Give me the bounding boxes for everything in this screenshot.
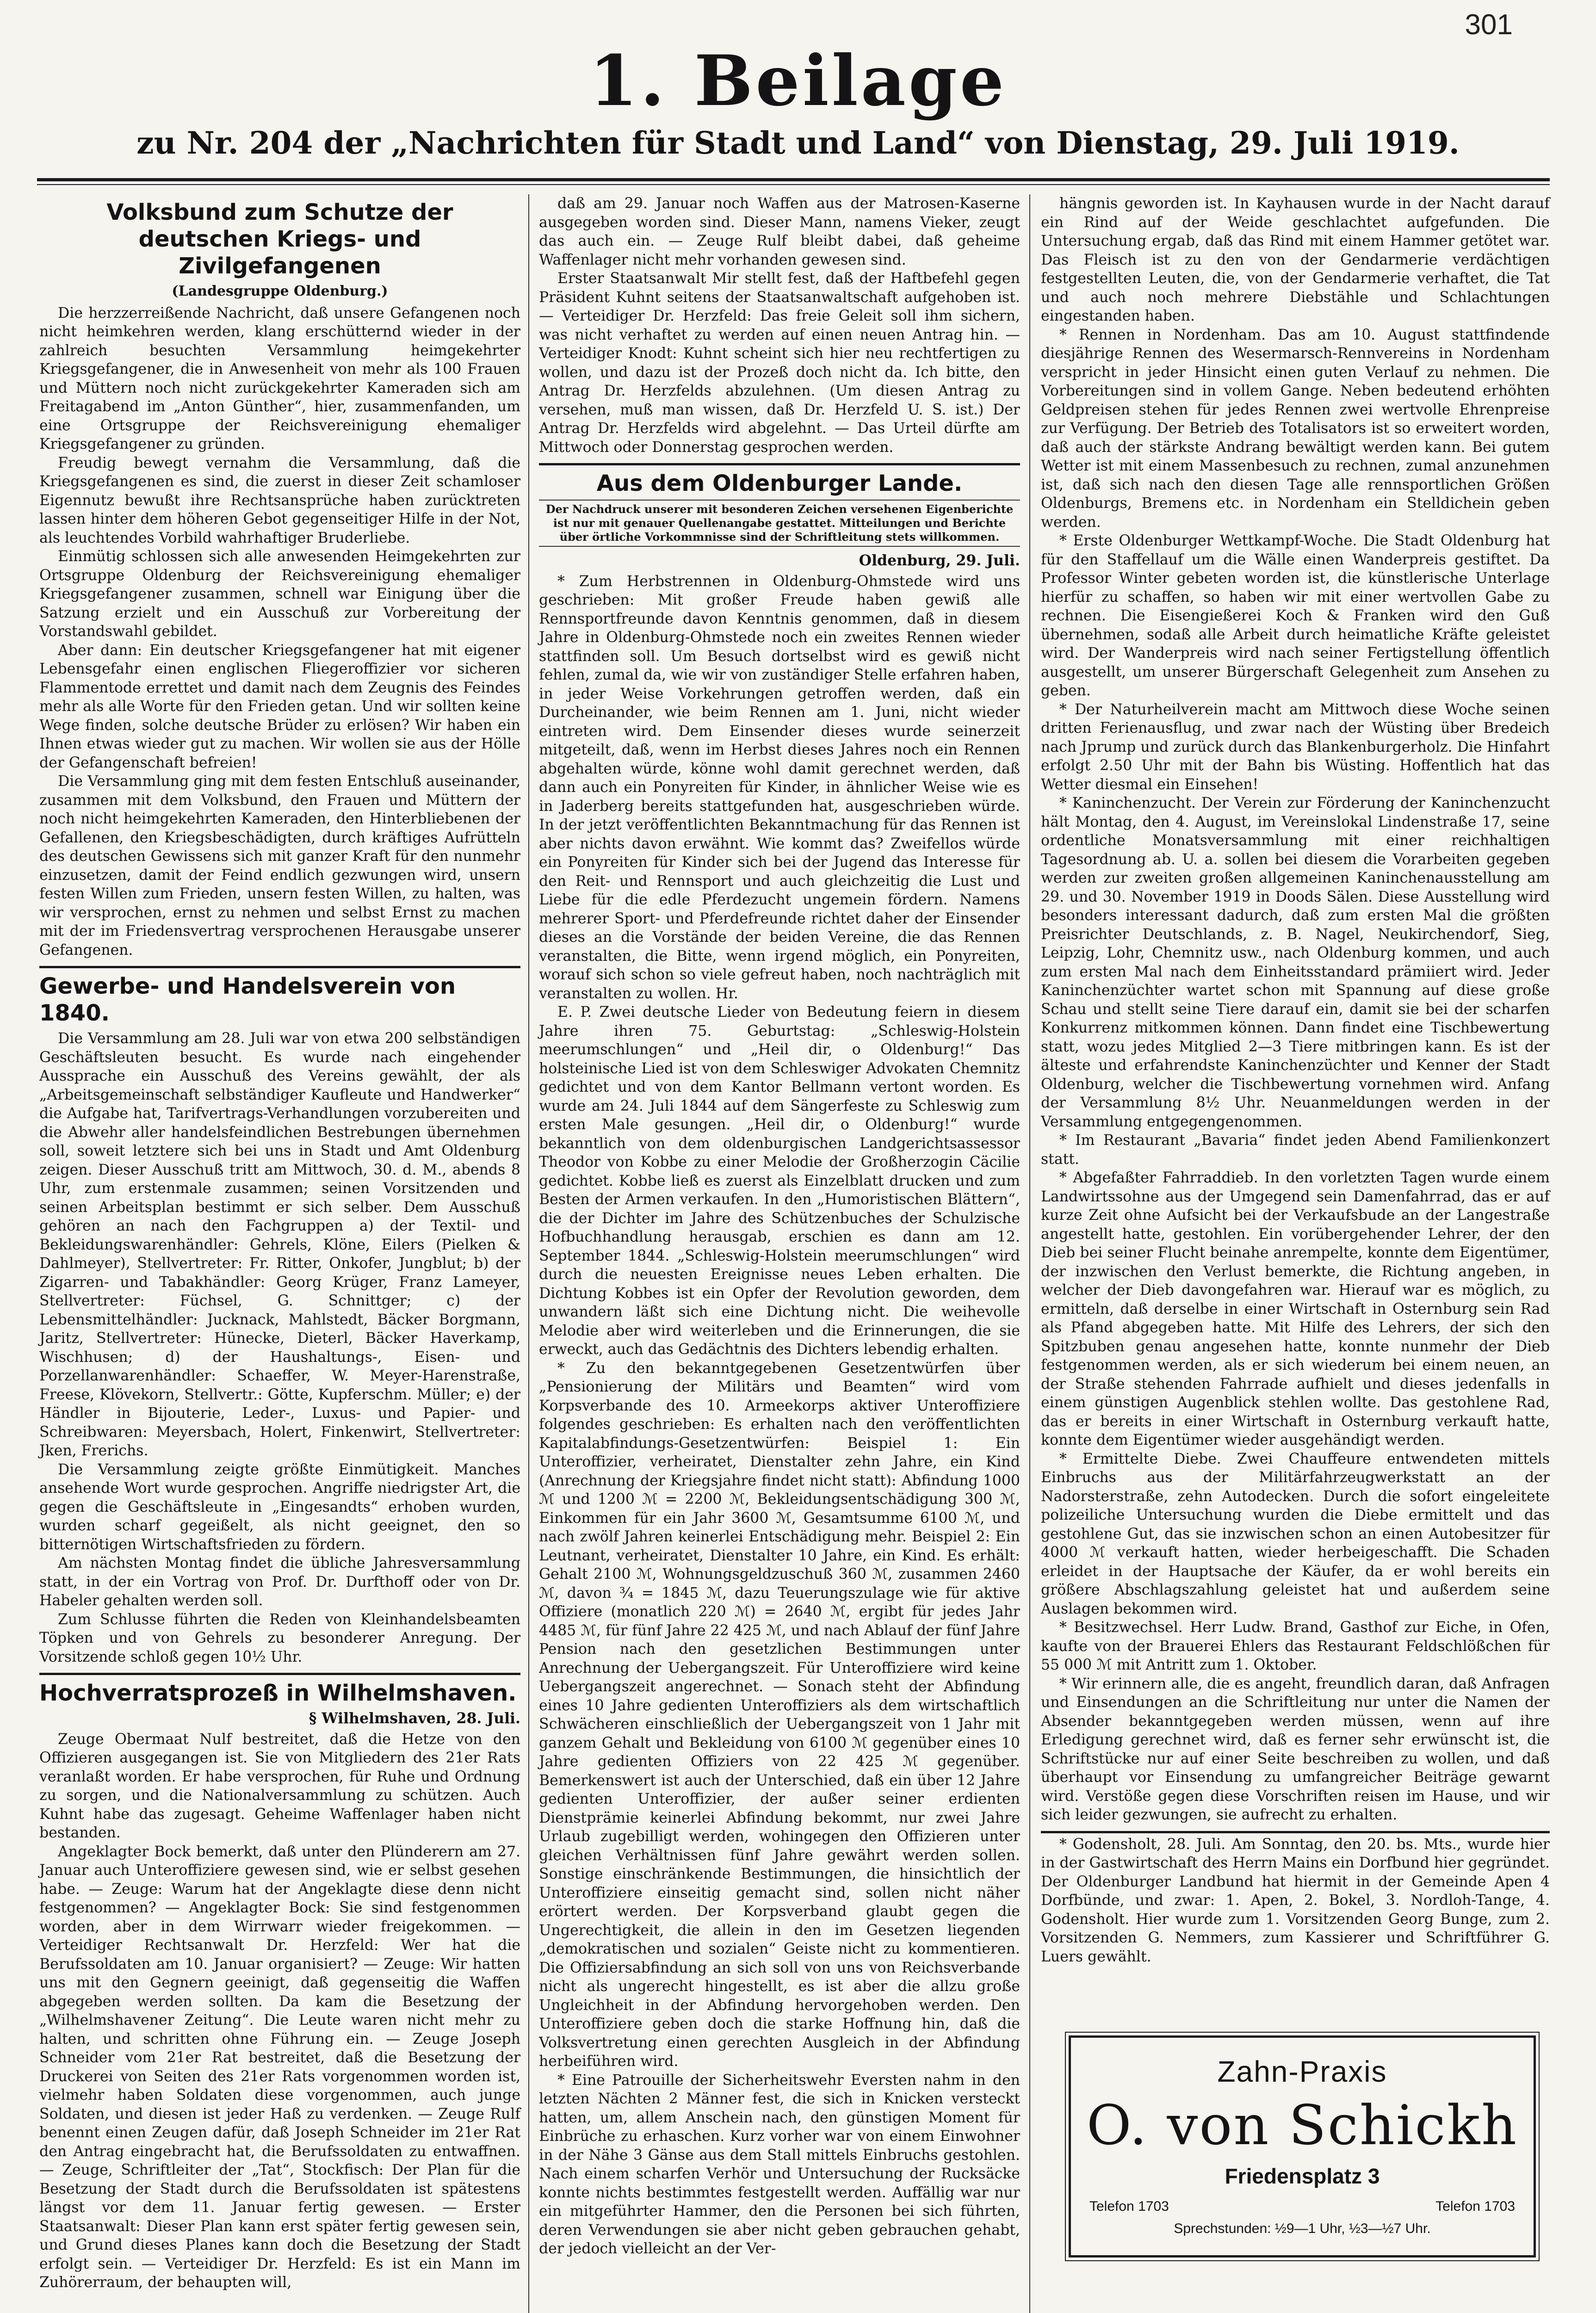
article-byline: (Landesgruppe Oldenburg.): [172, 283, 388, 299]
article-paragraph: Angeklagter Bock bemerkt, daß unter den Plünderern am 27. Januar auch Unteroffiziere gewesen sind, wie er selbst gesehen habe. — Zeuge: Warum hat der Angeklagte diese denn nicht festgenommen? — Angeklagter Bock: Sie sind festgenommen worden, aber in dem Wirrwarr wieder freigekommen. — Verteidiger Rechtsanwalt Dr. Herzfeld: Wer hat die Berufssoldaten am 10. Januar organisiert? — Zeuge: Wir hatten uns mit den Gegnern geeinigt, daß gegenseitig die Waffen abgegeben werden sollten. Da kam die Besetzung der „Wilhelmshavener Zeitung“. Die Leute waren nicht mehr zu halten, und schritten ohne Führung ein. — Zeuge Joseph Schneider vom 21er Rat bestreitet, daß die Besetzung der Druckerei von Seiten des 21er Rats vorgenommen worden ist, vielmehr haben Soldaten diese vorgenommen, auch junge Soldaten, und diesen ist jeder Haß zu verdenken. — Zeuge Rulf benennt einen Zeugen dafür, daß Joseph Schneider im 21er Rat den Antrag eingebracht hat, die Berufssoldaten zu entwaffnen. — Zeuge, Schriftleiter der „Tat“, Stockfisch: Der Plan für die Besetzung der Stadt durch die Berufssoldaten ist spätestens längst vor dem 11. Januar fertig gewesen. — Erster Staatsanwalt: Dieser Plan kann erst später fertig gewesen sein, und Grund dieses Planes kann doch die Besetzung der Stadt erfolgt sein. — Verteidiger Dr. Herzfeld: Es ist ein Mann im Zuhörerraum, der behaupten will,: [39, 1843, 520, 2291]
article-paragraph: Erster Staatsanwalt Mir stellt fest, daß der Haftbefehl gegen Präsident Kuhnt seitens der Staatsanwaltschaft aufgehoben ist. — Verteidiger Dr. Herzfeld: Das freie Geleit soll ihm sichern, was nicht verhaftet zu werden auf einen neuen Antrag hin. — Verteidiger Knodt: Kuhnt scheint sich hier neu rechtfertigen zu wollen, und dazu ist der Prozeß doch nicht da. Ich bitte, den Antrag Dr. Herzfelds abzulehnen. (Um diesen Antrag zu versehen, muß man wissen, daß Dr. Herzfeld U. S. ist.) Der Antrag Dr. Herzfelds wird abgelehnt. — Das Urteil dürfte am Mittwoch oder Donnerstag gesprochen werden.: [539, 270, 1020, 456]
article-paragraph: Die Versammlung zeigte größte Einmütigkeit. Manches ansehende Wort wurde gesprochen. Angriffe niedrigster Art, die gegen die Geschäftsleute in „Eingesandts“ erhoben wurden, wurden scharf gegeißelt, als nicht geeignet, den so bitternötigen Wirtschaftsfrieden zu fördern.: [39, 1461, 520, 1553]
ad-phone: Telefon 1703: [1435, 2199, 1515, 2214]
article-paragraph: hängnis geworden ist. In Kayhausen wurde in der Nacht darauf ein Rind auf der Weide geschlachtet aufgefunden. Die Untersuchung ergab, daß das Rind mit einem Hammer getötet war. Das Fleisch ist zu den von der Gendarmerie verdächtigen festgestellten Leuten, die, von der Gendarmerie verhaftet, die Tat und auch noch mehrere Diebstähle und Schlachtungen eingestanden haben.: [1041, 195, 1550, 324]
article-paragraph: * Kaninchenzucht. Der Verein zur Förderung der Kaninchenzucht hält Montag, den 4. August, im Vereinslokal Lindenstraße 17, seine ordentliche Monatsversammlung mit einer reichhaltigen Tagesordnung ab. U. a. sollen bei diesem die Vorarbeiten gegeben werden zur zweiten großen allgemeinen Kaninchenausstellung am 29. und 30. November 1919 in Doods Sälen. Diese Ausstellung wird besonders interessant dadurch, daß zum ersten Mal die größten Preisrichter Deutschlands, z. B. Nagel, Neukirchendorf, Sieg, Leipzig, Lohr, Chemnitz usw., nach Oldenburg kommen, und auch zum ersten Mal nach dem Einheitsstandard prämiiert wird. Jeder Kaninchenzüchter wartet schon mit Spannung auf diese große Schau und stellt seine Tiere darauf ein, damit sie bei der scharfen Konkurrenz mitkommen können. Dann findet eine Tischbewertung statt, wozu jedes Mitglied 2—3 Tiere mitbringen kann. Es ist der älteste und erfahrendste Kaninchenzüchter und Kenner der Stadt Oldenburg, welcher die Tischbewertung vornehmen wird. Anfang der Versammlung 8½ Uhr. Neuanmeldungen werden in der Versammlung entgegengenommen.: [1041, 795, 1550, 1130]
article-paragraph: * Zum Herbstrennen in Oldenburg-Ohmstede wird uns geschrieben: Mit großer Freude haben gewiß alle Rennsportfreunde davon Kenntnis genommen, daß in diesem Jahre in Oldenburg-Ohmstede noch ein zweites Rennen wieder stattfinden soll. Um Besuch dortselbst wird es gewiß nicht fehlen, zumal da, wie wir von zuständiger Stelle erfahren haben, in jeder Weise Vorkehrungen getroffen werden, daß ein Durcheinander, wie beim Rennen am 1. Juni, nicht wieder eintreten wird. Dem Einsender dieses wurde seinerzeit mitgeteilt, daß, wenn im Herbst dieses Jahres noch ein Rennen abgehalten würde, könne wohl damit gerechnet werden, daß dann auch ein Ponyreiten für Kinder, in ähnlicher Weise wie es in Jaderberg bereits stattgefunden hat, ausgeschrieben würde. In der jetzt veröffentlichten Bekanntmachung für das Rennen ist aber nichts davon erwähnt. Wie kommt das? Zweifellos würde ein Ponyreiten für Kinder sich bei der Jugend das Interesse für den Reit- und Rennsport und auch gleichzeitig die Lust und Liebe für die edle Pferdezucht ungemein fördern. Namens mehrerer Sport- und Pferdefreunde richtet daher der Einsender dieses an die Vorstände der beiden Vereine, die das Rennen veranstalten, die Bitte, wenn irgend möglich, ein Ponyreiten, worauf sich schon so viele gefreut haben, noch nachträglich mit veranstalten zu wollen. Hr.: [539, 573, 1020, 1002]
article-paragraph: E. P. Zwei deutsche Lieder von Bedeutung feiern in diesem Jahre ihren 75. Geburtstag: „Schleswig-Holstein meerumschlungen“ und „Heil dir, o Oldenburg!“ Das holsteinische Lied ist von dem Schleswiger Advokaten Chemnitz gedichtet und von dem Kantor Bellmann vertont worden. Es wurde am 24. Juli 1844 auf dem Sängerfeste zu Schleswig zum ersten Male gesungen. „Heil dir, o Oldenburg!“ wurde bekanntlich von dem oldenburgischen Landgerichtsassessor Theodor von Kobbe zu einer Melodie der Großherzogin Cäcilie gedichtet. Kobbe ließ es zuerst als Einzelblatt drucken und zum Besten der Armen verkaufen. In den „Humoristischen Blättern“, die der Dichter im Jahre des Schützenbuches der Schulzische Hofbuchhandlung herausgab, erschien es dann am 12. September 1844. „Schleswig-Holstein meerumschlungen“ wird durch die neuesten Ereignisse neues Leben erhalten. Die Dichtung Kobbes ist ein Opfer der Revolution geworden, dem unwandern läßt sich eine Dichtung nicht. Die weihevolle Melodie aber wird weiterleben und die Erinnerungen, die sie erweckt, auch das Gedächtnis des Dichters lebendig erhalten.: [539, 1004, 1020, 1358]
section-rule: [39, 1673, 520, 1675]
page-number: 301: [1465, 9, 1513, 41]
reprint-notice: Der Nachdruck unserer mit besonderen Zeichen versehenen Eigenberichte ist nur mit genauer Quellenangabe gestattet. Mitteilungen und Berichte über örtliche Vorkommnisse sind der Schriftleitung stets willkommen.: [539, 500, 1020, 547]
article-paragraph: * Godensholt, 28. Juli. Am Sonntag, den 20. bs. Mts., wurde hier in der Gastwirtschaft des Herrn Mains ein Dorfbund hier gegründet. Der Oldenburger Landbund hat hiermit in der Gemeinde Apen 4 Dorfbünde, und zwar: 1. Apen, 2. Bokel, 3. Nordloh-Tange, 4. Godensholt. Hier wurde zum 1. Vorsitzenden Georg Bunge, zum 2. Vorsitzenden G. Nemmers, zum Kassierer und Schriftführer G. Luers gewählt.: [1041, 1836, 1550, 1965]
article-paragraph: Einmütig schlossen sich alle anwesenden Heimgekehrten zur Ortsgruppe Oldenburg der Reichsvereinigung ehemaliger Kriegsgefangener zusammen, schnell war Einigung über die Satzung erzielt und ein Ausschuß zur Vorbereitung der Vorstandswahl gebildet.: [39, 548, 520, 640]
supplement-subtitle: zu Nr. 204 der „Nachrichten für Stadt und Land“ von Dienstag, 29. Juli 1919.: [136, 125, 1460, 161]
article-dateline: Oldenburg, 29. Juli.: [859, 552, 1020, 569]
article-paragraph: Die herzzerreißende Nachricht, daß unsere Gefangenen noch nicht heimkehren werden, klang erschütternd wieder in der zahlreich besuchten Versammlung heimgekehrter Kriegsgefangener, die in Anwesenheit von mehr als 100 Frauen und Müttern noch nicht zurückgekehrter Kameraden sich am Freitagabend im „Anton Günther“, hier, zusammenfanden, um eine Ortsgruppe der Reichsvereinigung ehemaliger Kriegsgefangener zu gründen.: [39, 304, 520, 452]
ad-phone: Telefon 1703: [1089, 2199, 1169, 2214]
article-paragraph: * Eine Patrouille der Sicherheitswehr Eversten nahm in den letzten Nächten 2 Männer fest, die sich in Knicken versteckt hatten, um, allem Anschein nach, den günstigen Moment für Einbrüche zu erhaschen. Kurz vorher war von einem Einwohner in der Nähe 3 Gänse aus dem Stall mittels Einbruchs gestohlen. Nach einem scharfen Verhör und Untersuchung der Rucksäcke konnte nichts bestimmtes festgestellt werden. Auffällig war nur ein mitgeführter Hammer, den die Personen bei sich führten, deren Verwendungen sie aber nicht geben gebrauchen gehabt, der jedoch vielleicht an der Ver-: [539, 2072, 1020, 2257]
column-3: [1041, 194, 1550, 1966]
ad-hours: Sprechstunden: ½9—1 Uhr, ½3—½7 Uhr.: [1174, 2221, 1431, 2236]
section-rule: [1041, 1831, 1550, 1833]
section-rule: [39, 966, 520, 968]
article-paragraph: * Erste Oldenburger Wettkampf-Woche. Die Stadt Oldenburg hat für den Staffellauf um die Wälle einen Wanderpreis gestiftet. Da Professor Winter gebeten worden ist, die künstlerische Unterlage hierfür zu schaffen, so haben wir mit einer wertvollen Gabe zu rechnen. Die Eisengießerei Koch & Franken wird den Guß übernehmen, sodaß alle Arbeit durch heimatliche Kräfte geleistet wird. Der Wanderpreis wird nach seiner Fertigstellung öffentlich ausgestellt, um unserer Bürgerschaft Gelegenheit zum Ansehen zu geben.: [1041, 532, 1550, 699]
article-paragraph: Aber dann: Ein deutscher Kriegsgefangener hat mit eigener Lebensgefahr einen englischen Fliegeroffizier vor sicheren Flammentode errettet und damit nach dem Zeugnis des Feindes mehr als alle Worte für den Frieden getan. Und wir sollten keine Wege finden, solche deutsche Brüder zu erlösen? Wir haben ein Ihnen etwas wieder gut zu machen. Wir wollen sie aus der Hölle der Gefangenschaft befreien!: [39, 642, 520, 771]
ad-address: Friedensplatz 3: [1225, 2164, 1380, 2188]
column-divider: [528, 194, 529, 2313]
article-paragraph: Freudig bewegt vernahm die Versammlung, daß die Kriegsgefangenen es sind, die zuerst in dieser Zeit schamloser Eigennutz bewußt ihre Rechtsansprüche haben zurücktreten lassen hinter dem höheren Gebot gegenseitiger Hilfe in der Not, als leuchtendes Vorbild wahrhaftiger Bruderliebe.: [39, 454, 520, 546]
column-1: [39, 194, 520, 2292]
article-paragraph: Am nächsten Montag findet die übliche Jahresversammlung statt, in der ein Vortrag von Prof. Dr. Durfthoff oder von Dr. Habeler gehalten werden soll.: [39, 1555, 520, 1609]
article-paragraph: Zum Schlusse führten die Reden von Kleinhandelsbeamten Töpken und von Gehrels zu besonderer Anregung. Der Vorsitzende schloß gegen 10½ Uhr.: [39, 1611, 520, 1665]
article-paragraph: * Rennen in Nordenham. Das am 10. August stattfindende diesjährige Rennen des Wesermarsch-Rennvereins in Nordenham verspricht in jeder Hinsicht einen guten Verlauf zu nehmen. Die Vorbereitungen sind in vollem Gange. Neben bedeutend erhöhten Geldpreisen stehen für jedes Rennen zwei wertvolle Ehrenpreise zur Verfügung. Der Betrieb des Totalisators ist so erweitert worden, daß auch der stärkste Andrang bewältigt werden kann. Bei gutem Wetter ist mit einem Massenbesuch zu rechnen, zumal anzunehmen ist, daß sich nach den diesen Tage alle rennsportlichen Größen Oldenburgs, Bremens etc. in Nordenham ein Stelldichein geben werden.: [1041, 326, 1550, 531]
article-heading-volksbund: Volksbund zum Schutze der deutschen Kriegs- und Zivilgefangenen: [106, 199, 453, 279]
article-paragraph: * Der Naturheilverein macht am Mittwoch diese Woche seinen dritten Ferienausflug, und zwar nach der Wüsting über Bredeich nach Jprump und zurück durch das Blankenburgerholz. Die Hinfahrt erfolgt 2.50 Uhr mit der Bahn bis Wüsting. Hoffentlich hat das Wetter diesmal ein Einsehen!: [1041, 701, 1550, 793]
article-heading-oldenburger-lande: Aus dem Oldenburger Lande.: [596, 470, 963, 496]
ad-heading: Zahn-Praxis: [1217, 2055, 1387, 2088]
article-paragraph: * Ermittelte Diebe. Zwei Chauffeure entwendeten mittels Einbruchs aus der Militärfahrzeugwerkstatt an der Nadorsterstraße, zehn Autodecken. Durch die sofort eingeleitete polizeiliche Untersuchung wurden die Diebe ermittelt und das gestohlene Gut, das sie inzwischen schon an einen Autobesitzer für 4000 ℳ verkauft hatten, wieder herbeigeschafft. Die Schaden erleidet in der Hauptsache der Käufer, da er wohl bereits ein größere Abschlagszahlung geleistet hat und außerdem seine Auslagen bekommen wird.: [1041, 1450, 1550, 1617]
article-paragraph: * Im Restaurant „Bavaria“ findet jeden Abend Familienkonzert statt.: [1041, 1132, 1550, 1168]
section-rule: [539, 463, 1020, 465]
supplement-title: 1. Beilage: [589, 40, 1007, 122]
article-paragraph: * Zu den bekanntgegebenen Gesetzentwürfen über „Pensionierung der Militärs und Beamten“ wird vom Korpsverbande des 10. Armeekorps aktiver Unteroffiziere folgendes geschrieben: Es erhalten nach den veröffentlichten Kapitalabfindungs-Gesetzentwürfen: Beispiel 1: Ein Unteroffizier, verheiratet, Dienstalter zehn Jahre, ein Kind (Anrechnung der Kriegsjahre findet nicht statt): Abfindung 1000 ℳ und 1200 ℳ = 2200 ℳ, Bekleidungsentschädigung 300 ℳ, Einkommen für ein Jahr 3600 ℳ, Gesamtsumme 6100 ℳ, und nach zwölf Jahren keinerlei Entschädigung mehr. Beispiel 2: Ein Leutnant, verheiratet, Dienstalter 10 Jahre, ein Kind. Es erhält: Gehalt 2100 ℳ, Wohnungsgeldzuschuß 360 ℳ, zusammen 2460 ℳ, davon ¾ = 1845 ℳ, dazu Teuerungszulage wie für aktive Offiziere (monatlich 220 ℳ) = 2640 ℳ, ergibt für jedes Jahr 4485 ℳ, für fünf Jahre 22 425 ℳ, und nach Ablauf der fünf Jahre Pension nach den gesetzlichen Bestimmungen unter Anrechnung der Uebergangszeit. Für Unteroffiziere wird keine Uebergangszeit angerechnet. — Sonach steht der Abfindung eines 10 Jahre gedienten Unteroffiziers als dem wirtschaftlich Schwächeren einschließlich der Uebergangszeit von 1 Jahr mit ganzem Gehalt und Bekleidung von 6100 ℳ gegenüber eines 10 Jahre gedienten Offiziers von 22 425 ℳ gegenüber. Bemerkenswert ist auch der Unterschied, daß ein über 12 Jahre gedienten Unteroffizier, der außer seiner erdienten Dienstprämie keinerlei Abfindung bekommt, nur zwei Jahre Urlaub zugebilligt werden, wohingegen den Offizieren unter gleichen Verhältnissen fünf Jahre gewährt werden sollen. Sonstige einschränkende Bestimmungen, die hinsichtlich der Unteroffiziere einseitig gemacht sind, sollen nicht näher erörtert werden. Der Korpsverband glaubt gegen die Ungerechtigkeit, die allein in den im Gesetzen liegenden „demokratischen und sozialen“ Geiste nicht zu kommentieren. Die Offiziersabfindung an sich soll von uns von Reichsverbande nicht als ungerecht hingestellt, es ist aber die allzu große Ungleichheit in der Abfindung hervorgehoben werden. Den Unteroffiziere geben doch die starke Hoffnung hin, daß die Volksvertretung einen gerechten Ausgleich in der Abfindung herbeiführen wird.: [539, 1360, 1020, 2070]
ad-name: O. von Schickh: [1086, 2093, 1518, 2157]
dentist-advertisement: [1069, 2035, 1536, 2257]
article-heading-hochverratsprozess: Hochverratsprozeß in Wilhelmshaven.: [39, 1680, 517, 1706]
article-dateline: § Wilhelmshaven, 28. Juli.: [309, 1710, 520, 1727]
ad-phone-row: [1071, 2199, 1534, 2219]
article-paragraph: * Besitzwechsel. Herr Ludw. Brand, Gasthof zur Eiche, in Ofen, kaufte von der Brauerei Ehlers das Restaurant Feldschlößchen für 55 000 ℳ mit Antritt zum 1. Oktober.: [1041, 1619, 1550, 1673]
article-paragraph: daß am 29. Januar noch Waffen aus der Matrosen-Kaserne ausgegeben worden sind. Dieser Mann, namens Vieker, zeugt das auch ein. — Zeuge Rulf bleibt dabei, daß geheime Waffenlager nicht mehr vorhanden gewesen sind.: [539, 195, 1020, 268]
masthead-rule-thin: [37, 184, 1550, 185]
article-paragraph: * Abgefaßter Fahrraddieb. In den vorletzten Tagen wurde einem Landwirtssohne aus der Umgegend sein Damenfahrrad, das er auf kurze Zeit ohne Aufsicht bei der Verkaufsbude an der Langestraße angestellt hatte, gestohlen. Ein vorübergehender Lehrer, der den Dieb bei seiner Flucht beinahe anrempelte, konnte dem Eigentümer, der inzwischen den Verlust bemerkte, die Richtung angeben, in welcher der Dieb davongefahren war. Hierauf war es möglich, zu ermitteln, daß derselbe in einer Wirtschaft in Osternburg sein Rad als Pfand abgegeben hatte. Mit Hilfe des Lehrers, der sich den Spitzbuben genau angesehen hatte, konnte nunmehr der Dieb festgenommen werden, als er sich wiederum bei einem neuen, an der Straße stehenden Fahrrade aufhielt und dieses jedenfalls in einem günstigen Augenblick stehlen wollte. Das gestohlene Rad, das er bereits in einer Wirtschaft in Osternburg verkauft hatte, konnte dem Eigentümer wieder ausgehändigt werden.: [1041, 1169, 1550, 1448]
article-paragraph: Die Versammlung am 28. Juli war von etwa 200 selbständigen Geschäftsleuten besucht. Es wurde nach eingehender Aussprache ein Ausschuß des Vereins gewählt, der als „Arbeitsgemeinschaft selbständiger Kaufleute und Handwerker“ die Aufgabe hat, Tarifvertrags-Verhandlungen vorzubereiten und die Abwehr aller handelsfeindlichen Bestrebungen übernehmen soll, soweit letztere sich bei uns in Stadt und Amt Oldenburg zeigen. Dieser Ausschuß tritt am Mittwoch, 30. d. M., abends 8 Uhr, zum erstenmale zusammen; seinen Vorsitzenden und seinen Arbeitsplan bestimmt er sich selber. Dem Ausschuß gehören an nach den Fachgruppen a) der Textil- und Bekleidungswarenhändler: Gehrels, Klöne, Eilers (Pielken & Dahlmeyer), Stellvertreter: Fr. Ritter, Onkofer, Jungblut; b) der Zigarren- und Tabakhändler: Georg Krüger, Franz Lameyer, Stellvertreter: Füchsel, G. Schnittger; c) der Lebensmittelhändler: Jucknack, Mahlstedt, Bäcker Borgmann, Jaritz, Stellvertreter: Hünecke, Dieterl, Bäcker Haverkamp, Wischhusen; d) der Haushaltungs-, Eisen- und Porzellanwarenhändler: Schaeffer, W. Meyer-Harenstraße, Freese, Klövekorn, Stellvertr.: Götte, Kupferschm. Müller; e) der Händler in Bijouterie, Leder-, Luxus- und Papier- und Schreibwaren: Meyersbach, Holert, Finkenwirt, Stellvertreter: Jken, Frerichs.: [39, 1030, 520, 1459]
masthead: [0, 42, 1596, 164]
article-paragraph: Zeuge Obermaat Nulf bestreitet, daß die Hetze von den Offizieren ausgegangen ist. Sie von Mitgliedern des 21er Rats veranlaßt worden. Er habe versprochen, für Ruhe und Ordnung zu sorgen, und die Nationalversammlung zu schützen. Auch Kuhnt habe das zugesagt. Geheime Waffenlager haben nicht bestanden.: [39, 1731, 520, 1841]
column-divider: [1029, 194, 1030, 2313]
article-heading-gewerbeverein: Gewerbe- und Handelsverein von 1840.: [39, 973, 456, 1026]
column-2: [539, 194, 1020, 2258]
masthead-rule: [37, 178, 1550, 181]
article-paragraph: * Wir erinnern alle, die es angeht, freundlich daran, daß Anfragen und Einsendungen an die Schriftleitung nur unter die Namen der Absender bekanntgegeben werden müssen, wenn auf ihre Erledigung gerechnet wird, daß es ferner sehr erwünscht ist, die Schriftstücke nur auf einer Seite beschreiben zu wollen, und daß überhaupt vor Einsendung zu umfangreicher Beiträge gewarnt wird. Verstöße gegen diese Vorschriften reisen im Hause, und wir sich leider gezwungen, sie aufrecht zu erhalten.: [1041, 1675, 1550, 1823]
article-paragraph: Die Versammlung ging mit dem festen Entschluß auseinander, zusammen mit dem Volksbund, den Frauen und Müttern der noch nicht heimgekehrten Kameraden, den Hinterbliebenen der Gefallenen, den Kriegsbeschädigten, durch kräftiges Aufrütteln des deutschen Gewissens sich mit ganzer Kraft für den nunmehr einzusetzen, damit der Feind endlich gezwungen wird, unsern festen Willen zum Frieden, unsern festen Willen, zu halten, was wir versprochen, ernst zu nehmen und selbst Ernst zu machen mit der im Friedensvertrag versprochenen Herausgabe unserer Gefangenen.: [39, 773, 520, 959]
